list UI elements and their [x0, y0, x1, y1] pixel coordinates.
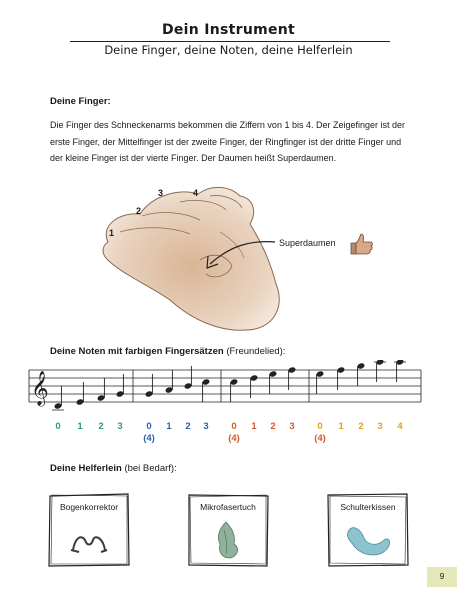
alt-finger: (4): [143, 433, 155, 444]
notes-heading-text: Deine Noten mit farbigen Fingersätzen: [50, 346, 224, 357]
helper-label: Bogenkorrektor: [59, 502, 119, 512]
finger-number: 3: [289, 421, 295, 432]
finger-label-1: 1: [109, 228, 115, 238]
finger-number: 4: [397, 421, 403, 432]
helper-card-schulterkissen: [326, 492, 410, 568]
page-subtitle: Deine Finger, deine Noten, deine Helferlein: [104, 43, 353, 57]
finger-number: 0: [55, 421, 61, 432]
finger-number: 3: [203, 421, 209, 432]
helper-card-mikrofasertuch: [186, 492, 270, 568]
fingering-row: [0, 417, 457, 447]
page-title: Dein Instrument: [161, 22, 296, 38]
finger-number: 1: [338, 421, 344, 432]
helpers-heading-text: Deine Helferlein: [50, 463, 122, 474]
microfiber-cloth-icon: [204, 520, 252, 560]
finger-number: 2: [98, 421, 104, 432]
finger-number: 0: [146, 421, 152, 432]
notes-heading: [50, 346, 285, 357]
helpers-heading: [50, 463, 177, 474]
finger-number: 3: [377, 421, 383, 432]
helpers-heading-paren: (bei Bedarf):: [124, 463, 177, 474]
title-divider: [70, 41, 390, 42]
helper-label: Mikrofasertuch: [200, 502, 256, 512]
treble-clef-icon: 𝄞: [31, 371, 49, 406]
superdaumen-label: Superdaumen: [279, 238, 336, 248]
finger-label-3: 3: [158, 188, 164, 198]
bow-corrector-icon: [65, 520, 113, 560]
finger-number: 0: [317, 421, 323, 432]
helper-label: Schulterkissen: [340, 502, 396, 512]
alt-finger: (4): [228, 433, 240, 444]
finger-number: 2: [270, 421, 276, 432]
shoulder-pad-icon: [344, 520, 392, 560]
finger-number: 1: [166, 421, 172, 432]
fingers-paragraph: Die Finger des Schneckenarms bekommen die Ziffern von 1 bis 4. Der Zeigefinger ist der erste Finger, der Mittelfinger ist der zweite Finger, der Ringfinger ist der dritte Finger und der kleine Finger ist der vierte Finger. Der Daumen heißt Superdaumen.: [50, 120, 405, 163]
page-number: 9: [427, 567, 457, 587]
notes-heading-paren: (Freundelied):: [226, 346, 286, 357]
helper-card-bogenkorrektor: [47, 492, 131, 568]
alt-finger: (4): [314, 433, 326, 444]
finger-number: 3: [117, 421, 123, 432]
finger-number: 2: [358, 421, 364, 432]
finger-number: 2: [185, 421, 191, 432]
staff-drawing: [25, 360, 425, 420]
finger-number: 1: [251, 421, 257, 432]
finger-number: 0: [231, 421, 237, 432]
music-staff: [25, 360, 425, 420]
finger-label-4: 4: [193, 188, 199, 198]
fingers-heading: Deine Finger:: [50, 96, 111, 107]
finger-number: 1: [77, 421, 83, 432]
thumbs-up-icon: [348, 232, 374, 256]
hand-drawing: [80, 180, 340, 340]
hand-illustration: [80, 180, 340, 340]
finger-label-2: 2: [136, 206, 142, 216]
